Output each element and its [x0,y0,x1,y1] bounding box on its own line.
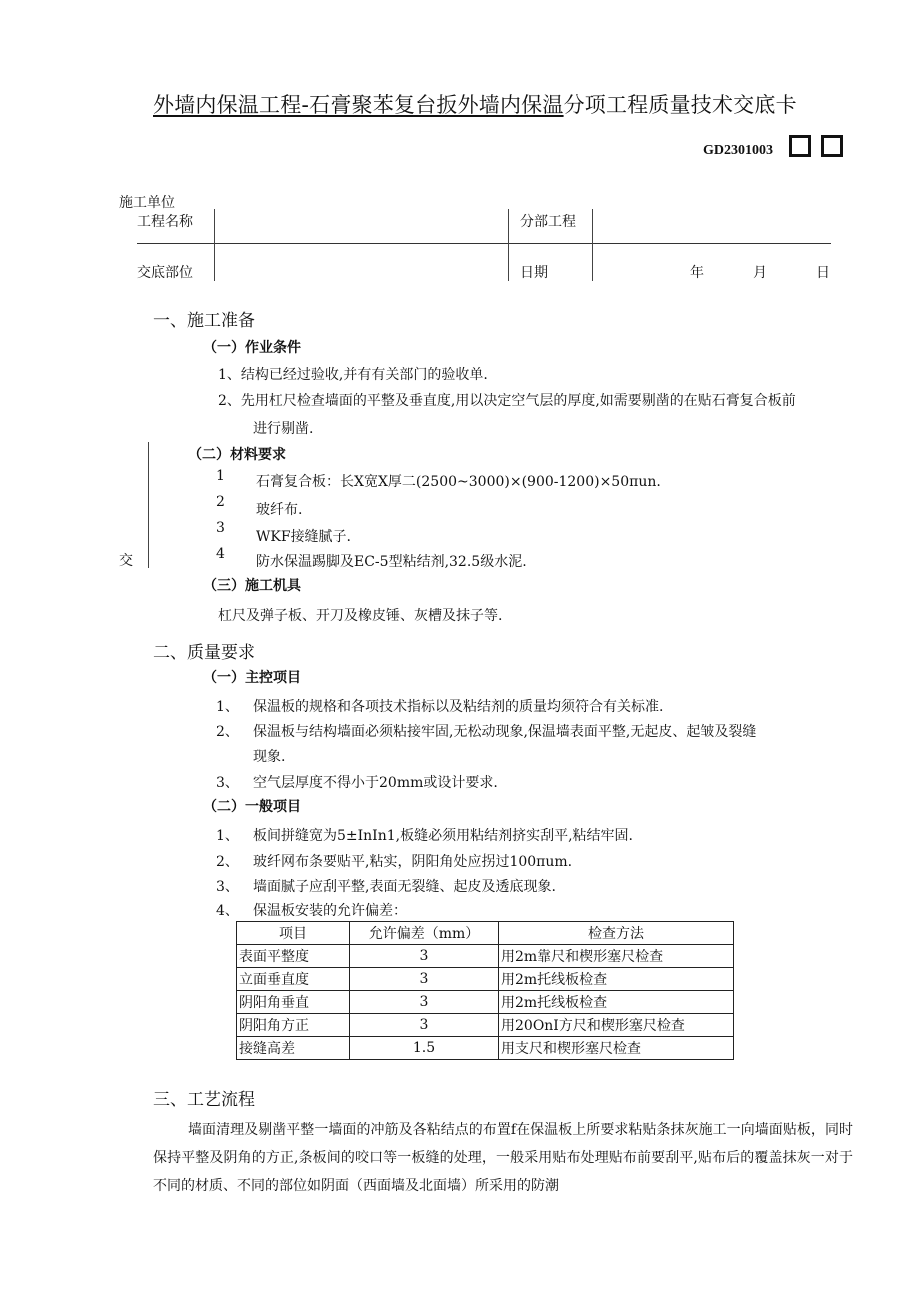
tools-text: 杠尺及弹子板、开刀及橡皮锤、灰槽及抹子等. [218,608,503,624]
info-divider [137,243,831,244]
material-num: 4 [216,546,225,562]
checkbox-square-icon [821,135,843,157]
item-continuation: 现象. [253,749,286,765]
section-title: 三、工艺流程 [153,1090,255,1110]
project-label: 工程名称 [137,214,193,230]
table-header-row [237,922,734,945]
section-title: 一、施工准备 [153,311,255,331]
table-header: 检查方法 [499,922,734,945]
table-cell: 3 [350,991,499,1014]
item-num: 1、 [216,699,239,715]
deviation-table [236,921,734,1060]
subsection-title: （一）作业条件 [203,340,301,356]
table-row [237,968,734,991]
section-title: 二、质量要求 [153,643,255,663]
subsection-title: （二）材料要求 [188,447,286,463]
subproject-label: 分部工程 [520,214,576,230]
table-cell: 3 [350,968,499,991]
item-text: 保温板安装的允许偏差： [253,903,407,919]
material-text: WKF接缝腻子. [256,529,352,545]
table-row [237,991,734,1014]
table-cell: 用2m托线板检查 [499,968,734,991]
title-underlined: 外墙内保温工程-石膏聚苯复台扳外墙内保温 [153,93,564,117]
table-cell: 阴阳角方正 [237,1014,350,1037]
material-num: 1 [216,468,225,484]
item-text: 墙面腻子应刮平整,表面无裂缝、起皮及透底现象. [253,879,556,895]
title-rest: 分项工程质量技术交底卡 [563,93,797,117]
list-item: 1、结构已经过验收,并有有关部门的验收单. [218,367,488,383]
table-row [237,1014,734,1037]
table-cell: 3 [350,1014,499,1037]
table-cell: 用20OnI方尺和楔形塞尺检查 [499,1014,734,1037]
checkbox-square-icon [789,135,811,157]
table-cell: 接缝高差 [237,1037,350,1060]
subsection-title: （二）一般项目 [203,799,301,815]
material-num: 3 [216,520,225,536]
item-text: 保温板的规格和各项技术指标以及粘结剂的质量均须符合有关标准. [253,699,664,715]
unit-label: 施工单位 [119,195,175,211]
list-item: 2、先用杠尺检查墙面的平整及垂直度,用以决定空气层的厚度,如需要剔凿的在贴石膏复合板前 [218,393,796,409]
item-num: 1、 [216,828,239,844]
location-label: 交底部位 [137,265,193,281]
info-vline [592,209,593,281]
table-header: 允许偏差（mm） [350,922,499,945]
subsection-title: （一）主控项目 [203,670,301,686]
item-num: 3、 [216,775,239,791]
table-cell: 3 [350,945,499,968]
item-text: 空气层厚度不得小于20mm或设计要求. [253,775,498,791]
margin-label: 交 [119,553,133,569]
item-num: 2、 [216,854,239,870]
material-text: 防水保温踢脚及EC-5型粘结剂,32.5级水泥. [256,554,527,570]
table-cell: 用2m靠尺和楔形塞尺检查 [499,945,734,968]
material-text: 玻纤布. [256,502,303,518]
item-text: 玻纤网布条要贴平,粘实，阴阳角处应拐过100πum. [253,854,573,870]
subsection-title: （三）施工机具 [203,578,301,594]
item-num: 3、 [216,879,239,895]
table-row [237,1037,734,1060]
month-label: 月 [753,265,767,281]
page-title [153,89,797,119]
item-num: 2、 [216,724,239,740]
table-cell: 1.5 [350,1037,499,1060]
info-vline [508,209,509,281]
margin-line [148,442,149,568]
info-vline [214,209,215,281]
table-cell: 表面平整度 [237,945,350,968]
day-label: 日 [816,265,830,281]
process-paragraph: 墙面清理及剔凿平整一墙面的冲筋及各粘结点的布置f在保温板上所要求粘贴条抹灰施工一向墙面贴板，同时保持平整及阴角的方正,条板间的咬口等一板缝的处理，一般采用贴布处理贴布前要刮平,贴布后的覆盖抹灰一对于不同的材质、不同的部位如阴面（西面墙及北面墙）所采用的防潮 [153,1122,853,1194]
table-cell: 用2m托线板检查 [499,991,734,1014]
table-cell: 阴阳角垂直 [237,991,350,1014]
item-text: 板间拼缝宽为5±InIn1,板缝必须用粘结剂挤实刮平,粘结牢固. [253,828,633,844]
material-num: 2 [216,494,225,510]
year-label: 年 [690,265,704,281]
table-cell: 立面垂直度 [237,968,350,991]
doc-code: GD2301003 [703,143,773,158]
item-num: 4、 [216,903,239,919]
table-cell: 用支尺和楔形塞尺检查 [499,1037,734,1060]
table-header: 项目 [237,922,350,945]
material-text: 石膏复合板：长X宽X厚二(2500~3000)×(900-1200)×50πun. [256,474,661,490]
item-text: 保温板与结构墙面必须粘接牢固,无松动现象,保温墙表面平整,无起皮、起皱及裂缝 [253,724,757,740]
table-row [237,945,734,968]
list-item-continuation: 进行剔凿. [253,421,314,437]
date-label: 日期 [520,265,548,281]
